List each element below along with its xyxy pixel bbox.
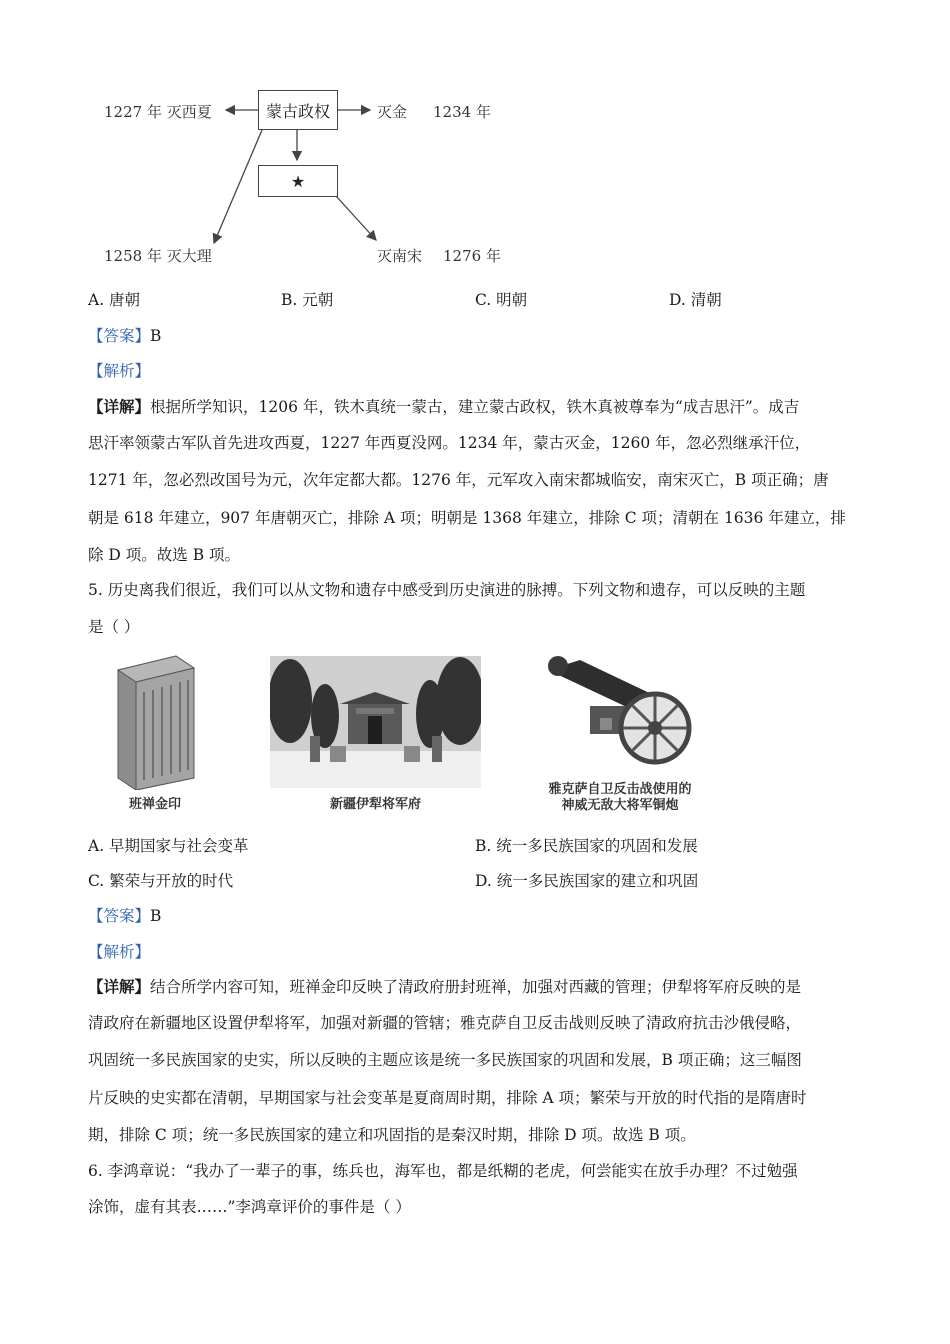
- seal-image: [112, 650, 198, 790]
- detail-text: 结合所学内容可知，班禅金印反映了清政府册封班禅，加强对西藏的管理；伊犁将军府反映的是: [150, 978, 802, 996]
- detail-label: 【详解】: [88, 977, 151, 996]
- answer-label: 【答案】: [88, 327, 151, 345]
- q4-detail-line-2: 思汗率领蒙古军队首先进攻西夏，1227 年西夏没网。1234 年，蒙古灭金，1260 年，忽必烈继承汗位，: [88, 434, 811, 452]
- arrow-to-song: [336, 196, 376, 240]
- q5-answer: [88, 906, 161, 926]
- q5-option-a: A. 早期国家与社会变革: [88, 837, 249, 855]
- q5-option-b: B. 统一多民族国家的巩固和发展: [475, 837, 698, 855]
- answer-value: B: [150, 907, 162, 925]
- song-event-label: 灭南宋: [377, 247, 423, 265]
- q4-answer: [88, 326, 161, 346]
- xixia-label: 1227 年 灭西夏: [104, 103, 212, 121]
- jin-year-label: 1234 年: [433, 103, 491, 121]
- q5-detail-line-2: 清政府在新疆地区设置伊犁将军，加强对新疆的管辖；雅克萨自卫反击战则反映了清政府抗击沙俄侵略，: [88, 1014, 802, 1032]
- detail-text: 根据所学知识，1206 年，铁木真统一蒙古，建立蒙古政权，铁木真被尊奉为“成吉思汗”。成吉: [150, 398, 800, 416]
- q5-stem-line-2: 是（ ）: [88, 618, 140, 636]
- q6-stem-line-1: 6. 李鸿章说：“我办了一辈子的事，练兵也，海军也，都是纸糊的老虎，何尝能实在放手办理？不过勉强: [88, 1162, 798, 1180]
- answer-label: 【答案】: [88, 907, 151, 925]
- dali-label: 1258 年 灭大理: [104, 247, 212, 265]
- q4-option-b: B. 元朝: [281, 291, 334, 309]
- q5-option-c: C. 繁荣与开放的时代: [88, 872, 234, 890]
- jin-event-label: 灭金: [377, 103, 408, 121]
- q4-analysis-label: 【解析】: [88, 362, 151, 380]
- diagram-arrows: [0, 0, 520, 280]
- cannon-caption-line-1: 雅克萨自卫反击战使用的: [548, 782, 692, 797]
- q5-analysis-label: 【解析】: [88, 943, 151, 961]
- seal-caption: 班禅金印: [128, 797, 181, 812]
- q5-detail-line-1: [88, 977, 801, 997]
- answer-value: B: [150, 327, 162, 345]
- q6-stem-line-2: 涂饰，虚有其表……”李鸿章评价的事件是（ ）: [88, 1198, 411, 1216]
- q4-option-a: A. 唐朝: [88, 291, 141, 309]
- q4-detail-line-3: 1271 年，忽必烈改国号为元，次年定都大都。1276 年，元军攻入南宋都城临安，南宋灭亡，B 项正确；唐: [88, 471, 829, 489]
- q4-option-c: C. 明朝: [475, 291, 528, 309]
- cannon-image: [540, 656, 700, 768]
- star-box: ★: [258, 165, 338, 197]
- q5-detail-line-4: 片反映的史实都在清朝，早期国家与社会变革是夏商周时期，排除 A 项；繁荣与开放的时代指的是隋唐时: [88, 1089, 807, 1107]
- q5-option-d: D. 统一多民族国家的建立和巩固: [475, 872, 699, 890]
- arrow-to-dali: [214, 130, 262, 243]
- q5-detail-line-3: 巩固统一多民族国家的史实，所以反映的主题应该是统一多民族国家的巩固和发展，B 项正确；这三幅图: [88, 1051, 802, 1069]
- q4-option-d: D. 清朝: [669, 291, 722, 309]
- q4-detail-line-4: 朝是 618 年建立，907 年唐朝灭亡，排除 A 项；明朝是 1368 年建立，排除 C 项；清朝在 1636 年建立，排: [88, 509, 846, 527]
- palace-image: [270, 656, 481, 788]
- q4-detail-line-5: 除 D 项。故选 B 项。: [88, 546, 241, 564]
- q4-detail-line-1: [88, 397, 799, 417]
- palace-caption: 新疆伊犁将军府: [329, 797, 421, 812]
- q5-stem-line-1: 5. 历史离我们很近，我们可以从文物和遗存中感受到历史演进的脉搏。下列文物和遗存，可以反映的主题: [88, 581, 806, 599]
- detail-label: 【详解】: [88, 397, 151, 416]
- mongol-regime-box: 蒙古政权: [258, 90, 338, 130]
- q5-detail-line-5: 期，排除 C 项；统一多民族国家的建立和巩固指的是秦汉时期，排除 D 项。故选 B 项。: [88, 1126, 696, 1144]
- song-year-label: 1276 年: [443, 247, 501, 265]
- cannon-caption-line-2: 神威无敌大将军铜炮: [561, 798, 679, 813]
